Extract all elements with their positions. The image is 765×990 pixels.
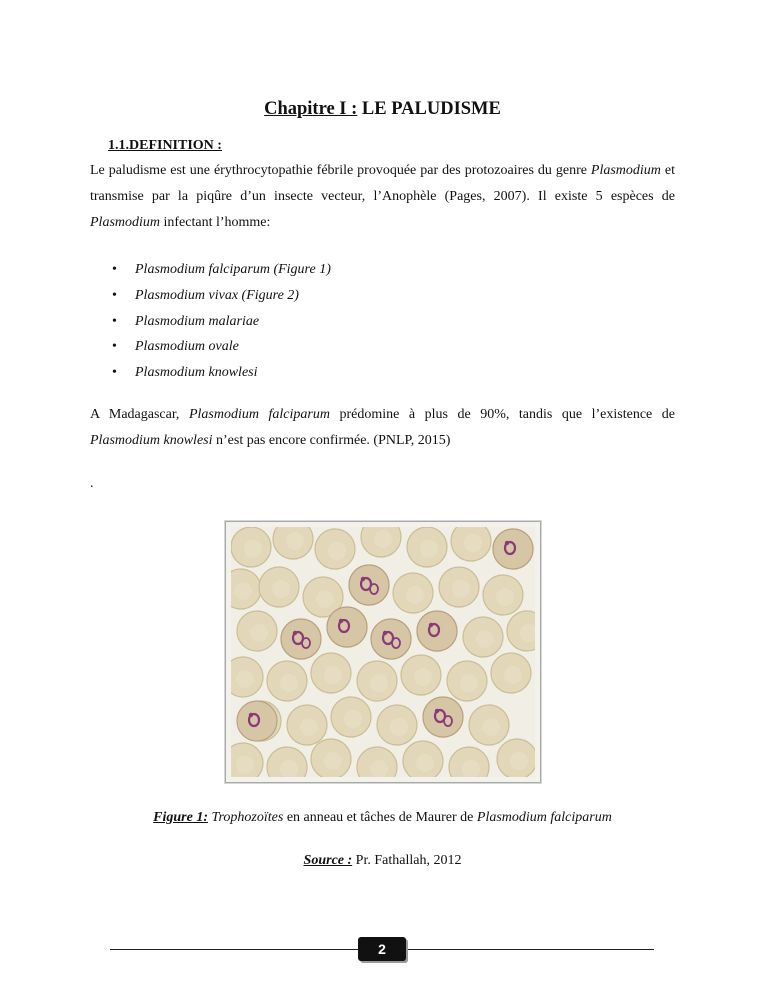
caption-label: Figure 1: (153, 810, 208, 825)
species-list (90, 257, 331, 386)
footer-rule-right (408, 949, 654, 950)
stray-dot: . (90, 476, 94, 491)
text-span: A Madagascar, (90, 407, 189, 422)
source-text: Pr. Fathallah, 2012 (352, 853, 462, 868)
italic-span: Plasmodium knowlesi (90, 433, 213, 448)
section-heading: 1.1.DEFINITION : (108, 138, 222, 153)
list-item: • Plasmodium knowlesi (90, 360, 331, 386)
source-label: Source : (303, 853, 353, 868)
list-item: • Plasmodium malariae (90, 309, 331, 335)
chapter-title-label: Chapitre I : (264, 99, 358, 119)
figure-image (225, 521, 541, 783)
page-number: 2 (358, 937, 406, 961)
chapter-title-text: LE PALUDISME (357, 99, 501, 119)
text-span: n’est pas encore confirmée. (PNLP, 2015) (212, 433, 451, 448)
footer-rule-left (110, 949, 360, 950)
figure-source (0, 853, 765, 869)
blood-smear-micrograph-icon (231, 527, 535, 777)
text-span: infectant l’homme: (160, 215, 271, 230)
text-span: prédomine à plus de 90%, tandis que l’existence de (329, 407, 675, 422)
list-item: • Plasmodium vivax (Figure 2) (90, 283, 331, 309)
text-span: et transmise par la piqûre d’un insecte vecteur, l’Anophèle (Pages, 2007). Il existe 5 espèces de (90, 163, 675, 204)
italic-span: Trophozoïtes (211, 810, 284, 825)
definition-paragraph (90, 158, 675, 236)
list-item: • Plasmodium falciparum (Figure 1) (90, 257, 331, 283)
italic-span: Plasmodium (90, 215, 160, 230)
chapter-title (0, 99, 765, 120)
text-span: en anneau et tâches de Maurer de (283, 810, 477, 825)
text-span: Le paludisme est une érythrocytopathie fébrile provoquée par des protozoaires du genre (90, 163, 591, 178)
figure-caption (0, 810, 765, 826)
italic-span: Plasmodium (590, 163, 661, 178)
list-item: • Plasmodium ovale (90, 334, 331, 360)
madagascar-paragraph (90, 402, 675, 454)
italic-span: Plasmodium falciparum (188, 407, 330, 422)
italic-span: Plasmodium falciparum (476, 810, 612, 825)
